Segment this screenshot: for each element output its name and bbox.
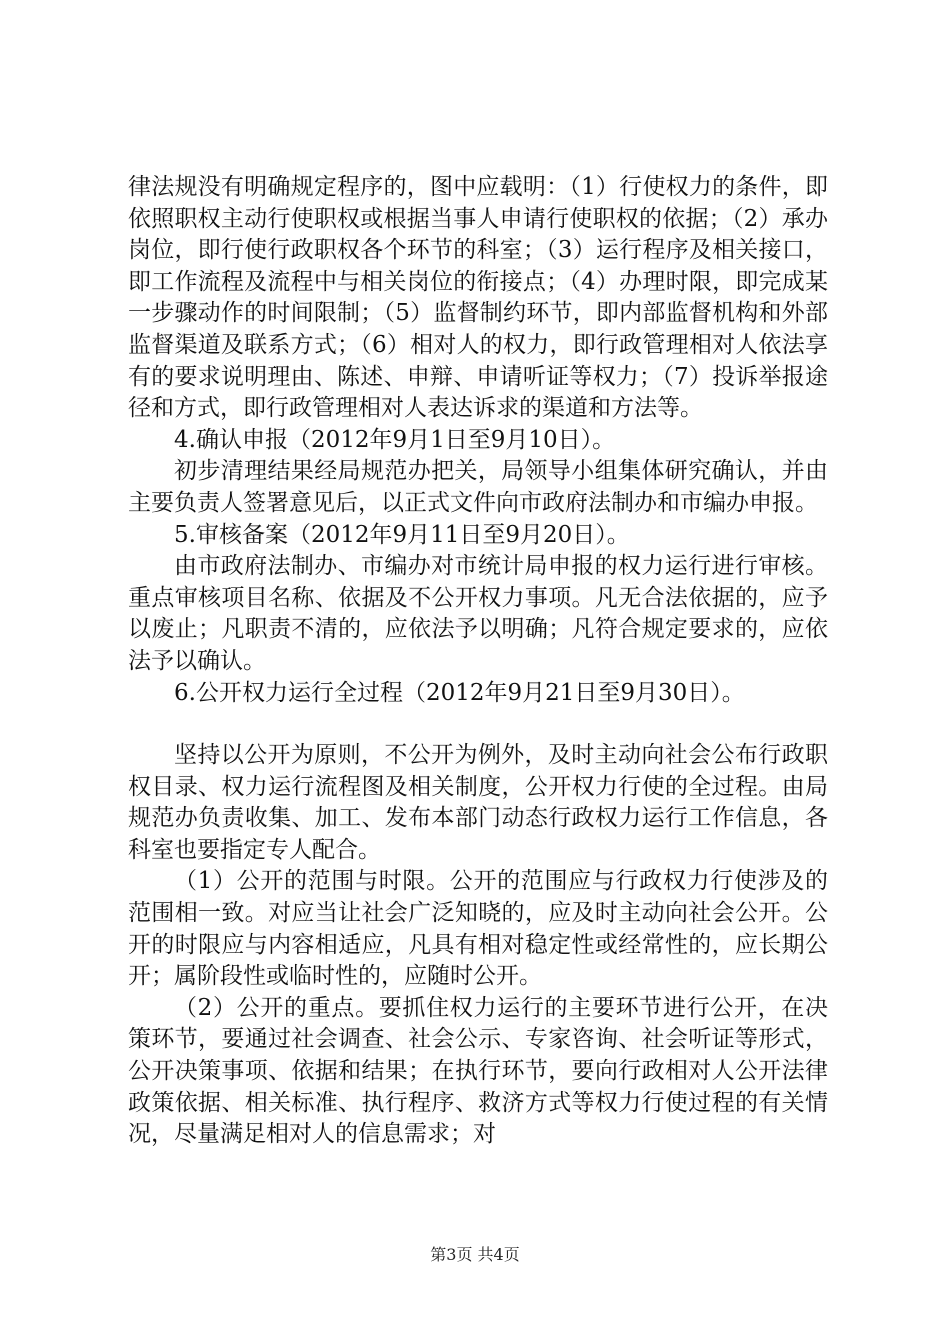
- document-body: [128, 172, 828, 1151]
- paragraph-public-scope: （1）公开的范围与时限。公开的范围应与行政权力行使涉及的范围相一致。对应当让社会广泛知晓的，应及时主动向社会公开。公开的时限应与内容相适应，凡具有相对稳定性或经常性的，应长期公开；属阶段性或临时性的，应随时公开。: [128, 868, 828, 990]
- paragraph-confirm-report: 初步清理结果经局规范办把关，局领导小组集体研究确认，并由主要负责人签署意见后，以正式文件向市政府法制办和市编办申报。: [128, 458, 828, 516]
- page-footer: 第3页 共4页: [430, 1245, 520, 1264]
- heading-confirm-report: 4.确认申报（2012年9月1日至9月10日）。: [174, 426, 616, 453]
- paragraph-public-principle: 坚持以公开为原则，不公开为例外，及时主动向社会公布行政职权目录、权力运行流程图及相关制度，公开权力行使的全过程。由局规范办负责收集、加工、发布本部门动态行政权力运行工作信息，各科室也要指定专人配合。: [128, 742, 828, 863]
- blank-line: [128, 709, 828, 740]
- paragraph-public-focus: （2）公开的重点。要抓住权力运行的主要环节进行公开，在决策环节，要通过社会调查、社会公示、专家咨询、社会听证等形式，公开决策事项、依据和结果；在执行环节，要向行政相对人公开法律政策依据、相关标准、执行程序、救济方式等权力行使过程的有关情况，尽量满足相对人的信息需求；对: [128, 994, 828, 1148]
- heading-public-process: 6.公开权力运行全过程（2012年9月21日至9月30日）。: [174, 679, 745, 706]
- paragraph-flowchart-contents: 律法规没有明确规定程序的，图中应载明：（1）行使权力的条件，即依照职权主动行使职权或根据当事人申请行使职权的依据；（2）承办岗位，即行使行政职权各个环节的科室；（3）运行程序及相关接口，即工作流程及流程中与相关岗位的衔接点；（4）办理时限，即完成某一步骤动作的时间限制；（5）监督制约环节，即内部监督机构和外部监督渠道及联系方式；（6）相对人的权力，即行政管理相对人依法享有的要求说明理由、陈述、申辩、申请听证等权力；（7）投诉举报途径和方式，即行政管理相对人表达诉求的渠道和方法等。: [128, 174, 828, 422]
- paragraph-review-filing: 由市政府法制办、市编办对市统计局申报的权力运行进行审核。重点审核项目名称、依据及不公开权力事项。凡无合法依据的，应予以废止；凡职责不清的，应依法予以明确；凡符合规定要求的，应依法予以确认。: [128, 553, 828, 674]
- heading-review-filing: 5.审核备案（2012年9月11日至9月20日）。: [174, 521, 630, 548]
